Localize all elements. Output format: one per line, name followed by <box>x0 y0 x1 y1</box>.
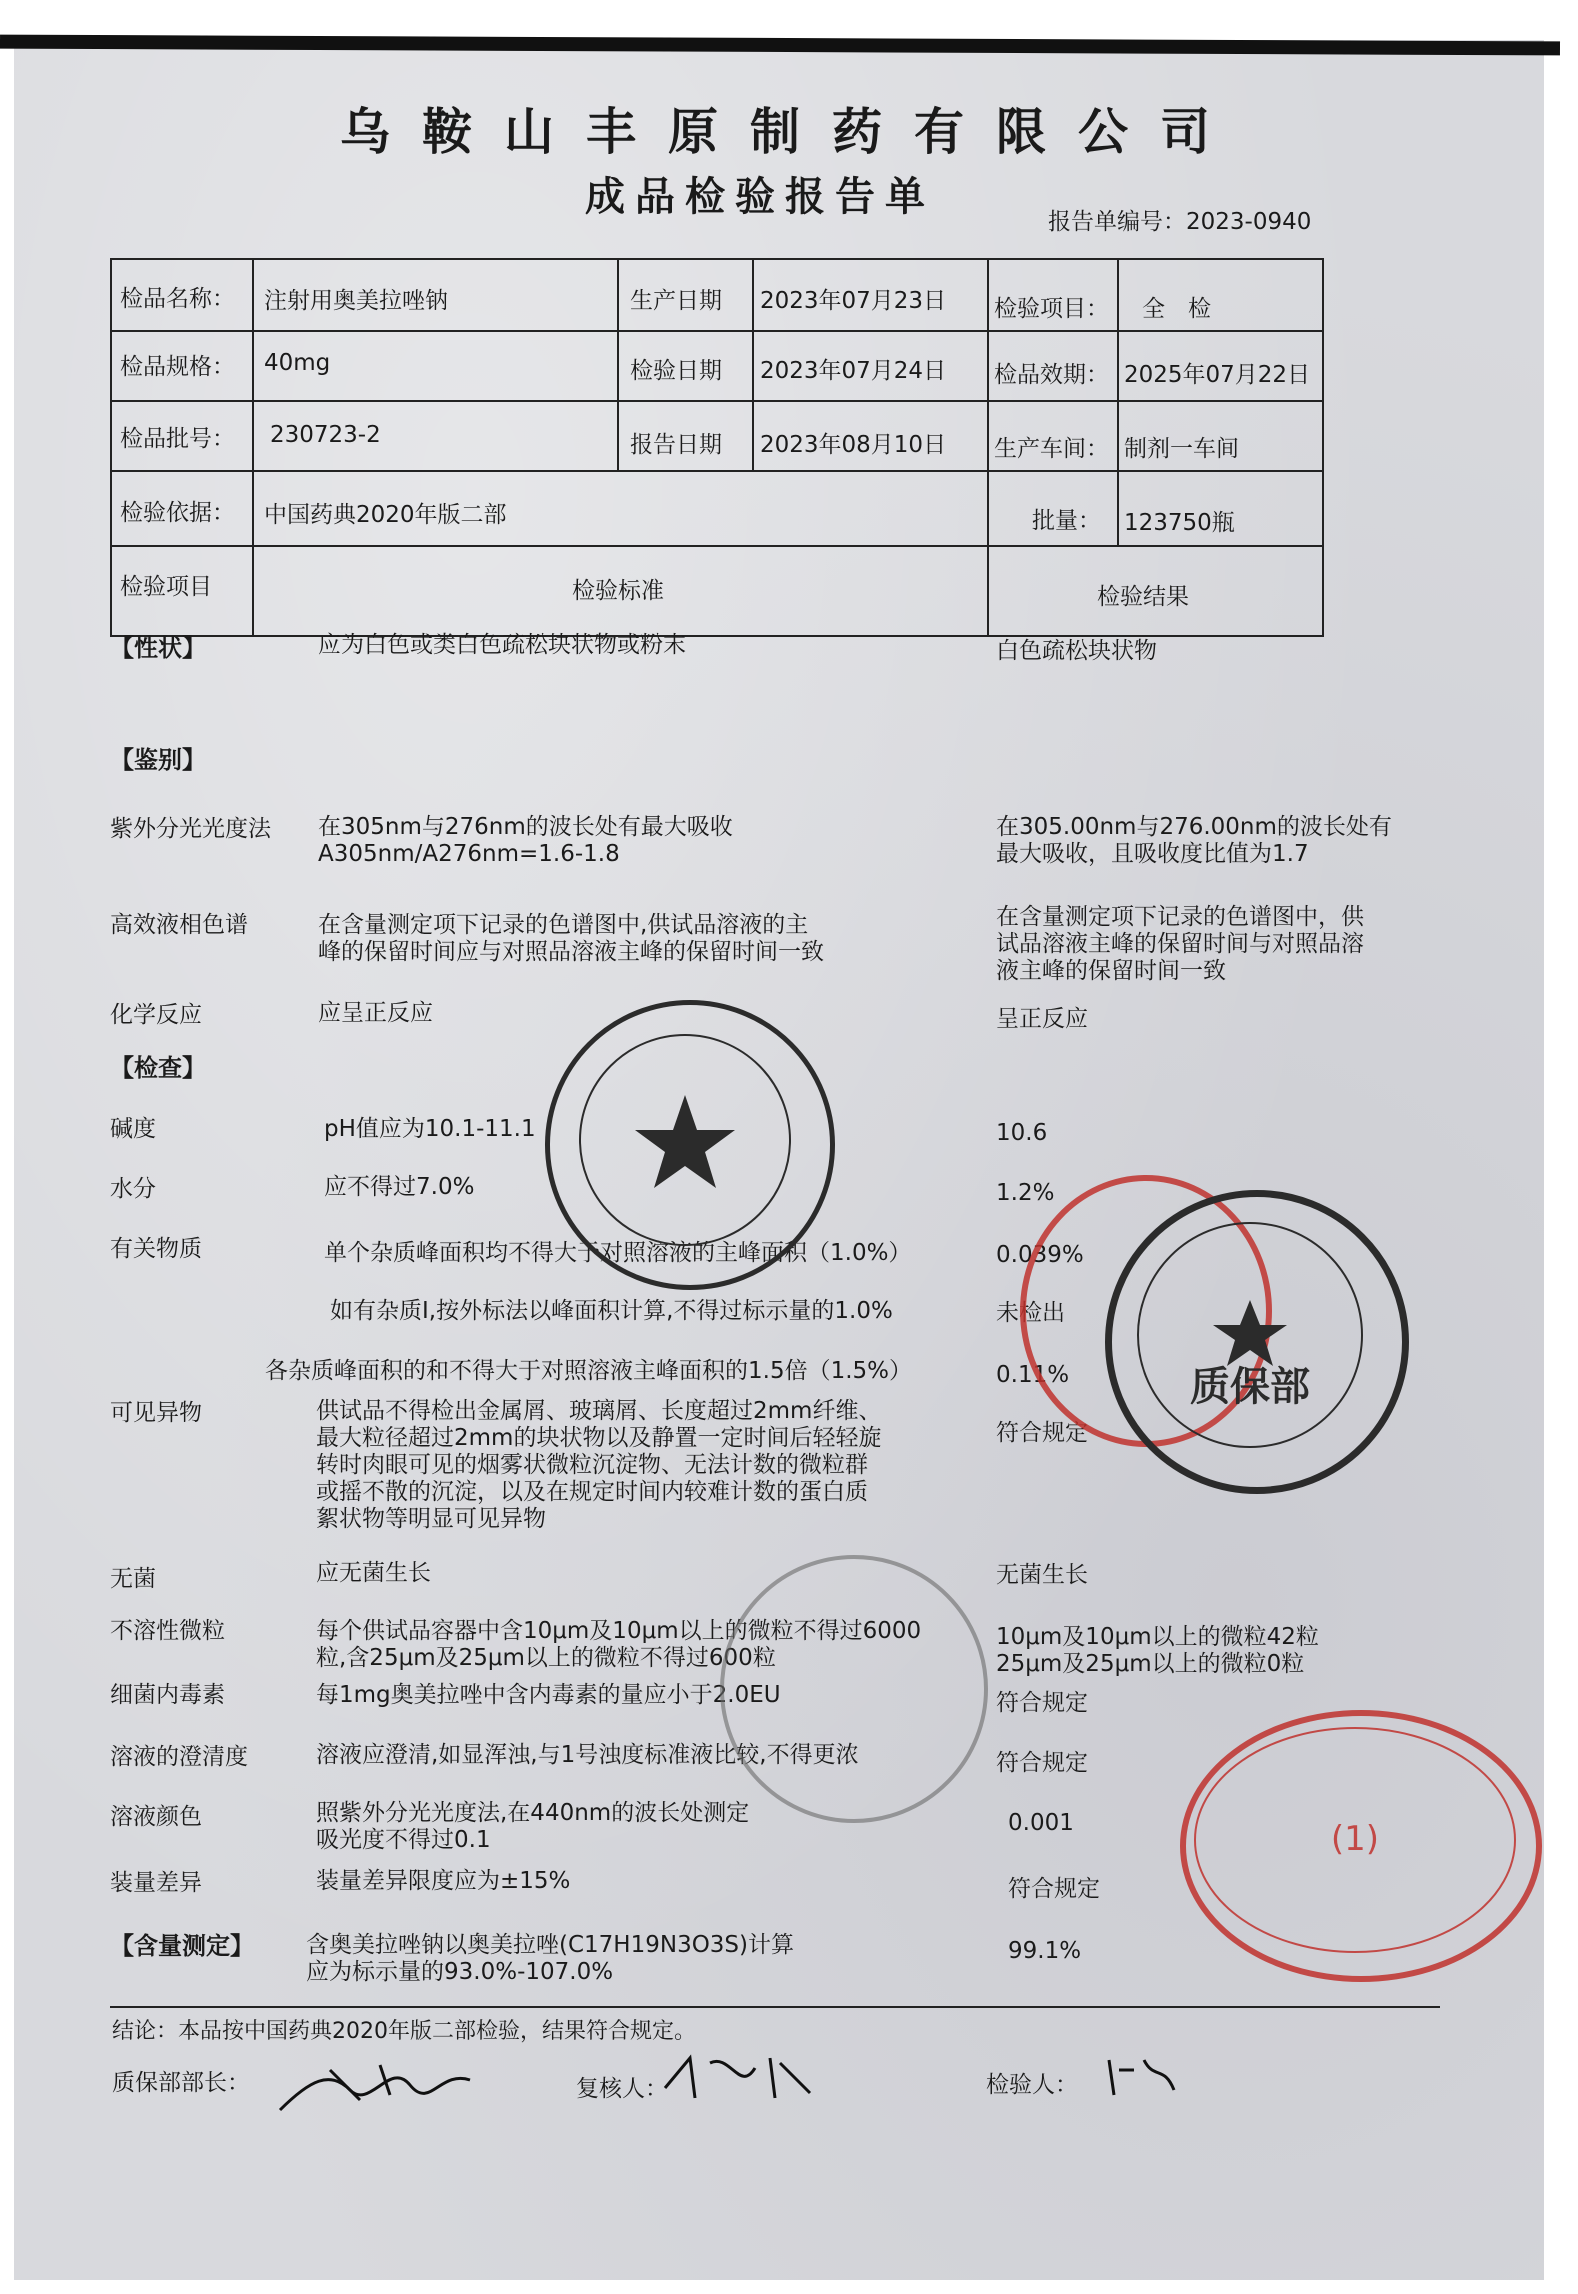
uv-item: 紫外分光光度法 <box>110 816 271 842</box>
section-assay: 【含量测定】 <box>110 1932 254 1960</box>
fill-result: 符合规定 <box>1008 1876 1100 1902</box>
sterility-item: 无菌 <box>110 1566 156 1592</box>
color-result: 0.001 <box>1008 1810 1074 1836</box>
test-date-label: 检验日期 <box>630 358 722 384</box>
clarity-item: 溶液的澄清度 <box>110 1744 248 1770</box>
assay-result: 99.1% <box>1008 1938 1082 1964</box>
alkalinity-result: 10.6 <box>996 1120 1048 1146</box>
particles-result: 10μm及10μm以上的微粒42粒 25μm及25μm以上的微粒0粒 <box>996 1624 1319 1677</box>
alkalinity-item: 碱度 <box>110 1116 156 1142</box>
basis-label: 检验依据： <box>120 500 235 526</box>
related3-standard: 各杂质峰面积的和不得大于对照溶液主峰面积的1.5倍（1.5%） <box>265 1358 913 1384</box>
col-result-header: 检验结果 <box>1097 584 1189 610</box>
chem-result: 呈正反应 <box>996 1006 1088 1032</box>
fill-standard: 装量差异限度应为±15% <box>316 1868 571 1894</box>
hplc-result: 在含量测定项下记录的色谱图中，供 试品溶液主峰的保留时间与对照品溶 液主峰的保留时间一致 <box>996 904 1364 984</box>
svg-text:(1): (1) <box>1330 1819 1380 1859</box>
endotoxin-standard: 每1mg奥美拉唑中含内毒素的量应小于2.0EU <box>316 1682 781 1708</box>
related-item: 有关物质 <box>110 1236 202 1262</box>
visible-result: 符合规定 <box>996 1420 1088 1446</box>
company-name: 乌鞍山丰原制药有限公司 <box>340 103 1242 161</box>
sterility-result: 无菌生长 <box>996 1562 1088 1588</box>
uv-result: 在305.00nm与276.00nm的波长处有 最大吸收，且吸收度比值为1.7 <box>996 814 1392 867</box>
hplc-standard: 在含量测定项下记录的色谱图中,供试品溶液的主 峰的保留时间应与对照品溶液主峰的保留时间一致 <box>318 912 824 965</box>
sterility-standard: 应无菌生长 <box>316 1560 431 1586</box>
water-item: 水分 <box>110 1176 156 1202</box>
workshop: 制剂一车间 <box>1124 436 1239 462</box>
svg-text:质保部: 质保部 <box>1190 1364 1310 1410</box>
water-result: 1.2% <box>996 1180 1055 1206</box>
visible-item: 可见异物 <box>110 1400 202 1426</box>
name-label: 检品名称： <box>120 286 235 312</box>
header-table <box>110 258 1324 637</box>
chem-standard: 应呈正反应 <box>318 1000 433 1026</box>
endotoxin-item: 细菌内毒素 <box>110 1682 225 1708</box>
stamp-shangyao-yancheng <box>1180 1710 1542 1982</box>
reviewer-signature <box>660 2048 820 2108</box>
reviewer-label: 复核人： <box>576 2076 668 2102</box>
expiry: 2025年07月22日 <box>1124 362 1311 388</box>
section-identification: 【鉴别】 <box>110 746 206 774</box>
section-inspection: 【检查】 <box>110 1054 206 1082</box>
inspector-signature <box>1104 2050 1184 2105</box>
stamp-fengyuan-qa <box>1105 1190 1409 1494</box>
fill-item: 装量差异 <box>110 1870 202 1896</box>
document-title: 成品检验报告单 <box>585 174 935 220</box>
chem-item: 化学反应 <box>110 1002 202 1028</box>
related-result: 0.039% <box>996 1242 1084 1268</box>
quantity-label: 批量： <box>1032 508 1101 534</box>
quantity: 123750瓶 <box>1124 510 1235 536</box>
stamp-fengyuan-qa-faint <box>720 1555 988 1823</box>
appearance-result: 白色疏松块状物 <box>996 638 1157 664</box>
qa-signature <box>270 2040 480 2120</box>
inspector-label: 检验人： <box>986 2072 1078 2098</box>
visible-standard: 供试品不得检出金属屑、玻璃屑、长度超过2mm纤维、 最大粒径超过2mm的块状物以及静置一定时间后轻轻旋 转时肉眼可见的烟雾状微粒沉淀物、无法计数的微粒群 或摇不散的沉淀，以及在规定时间内较难计数的蛋白质 絮状物等明显可见异物 <box>316 1398 882 1532</box>
color-standard: 照紫外分光光度法,在440nm的波长处测定 吸光度不得过0.1 <box>316 1800 750 1853</box>
appearance-standard: 应为白色或类白色疏松块状物或粉末 <box>318 632 686 658</box>
alkalinity-standard: pH值应为10.1-11.1 <box>324 1116 536 1142</box>
basis: 中国药典2020年版二部 <box>264 502 507 528</box>
col-item-header: 检验项目 <box>120 574 212 600</box>
uv-standard: 在305nm与276nm的波长处有最大吸收 A305nm/A276nm=1.6-1.8 <box>318 814 733 867</box>
section-appearance: 【性状】 <box>110 634 206 662</box>
col-standard-header: 检验标准 <box>572 578 664 604</box>
hplc-item: 高效液相色谱 <box>110 912 248 938</box>
spec-label: 检品规格： <box>120 354 235 380</box>
endotoxin-result: 符合规定 <box>996 1690 1088 1716</box>
conclusion: 结论：本品按中国药典2020年版二部检验，结果符合规定。 <box>112 2019 696 2044</box>
color-item: 溶液颜色 <box>110 1804 202 1830</box>
related2-result: 未检出 <box>996 1300 1065 1326</box>
particles-item: 不溶性微粒 <box>110 1618 225 1644</box>
prod-date-label: 生产日期 <box>630 288 722 314</box>
product-name: 注射用奥美拉唑钠 <box>264 288 448 314</box>
related-standard: 单个杂质峰面积均不得大于对照溶液的主峰面积（1.0%） <box>324 1240 912 1266</box>
qa-head-label: 质保部部长： <box>112 2070 250 2096</box>
clarity-result: 符合规定 <box>996 1750 1088 1776</box>
related3-result: 0.11% <box>996 1362 1070 1388</box>
water-standard: 应不得过7.0% <box>324 1174 475 1200</box>
batch: 230723-2 <box>270 422 381 448</box>
stamp-xingtai-qm <box>545 1000 835 1290</box>
prod-date: 2023年07月23日 <box>760 288 947 314</box>
test-item: 全 检 <box>1142 296 1211 322</box>
report-number: 报告单编号：2023-0940 <box>1048 209 1312 235</box>
related2-standard: 如有杂质I,按外标法以峰面积计算,不得过标示量的1.0% <box>330 1298 893 1324</box>
conclusion-divider <box>110 2006 1440 2008</box>
batch-label: 检品批号： <box>120 426 235 452</box>
test-item-label: 检验项目： <box>994 296 1109 322</box>
particles-standard: 每个供试品容器中含10μm及10μm以上的微粒不得过6000 粒,含25μm及25μm以上的微粒不得过600粒 <box>316 1618 922 1671</box>
spec: 40mg <box>264 350 331 376</box>
test-date: 2023年07月24日 <box>760 358 947 384</box>
expiry-label: 检品效期： <box>994 362 1109 388</box>
assay-standard: 含奥美拉唑钠以奥美拉唑(C17H19N3O3S)计算 应为标示量的93.0%-107.0% <box>306 1932 795 1985</box>
workshop-label: 生产车间： <box>994 436 1109 462</box>
report-date: 2023年08月10日 <box>760 432 947 458</box>
report-date-label: 报告日期 <box>630 432 722 458</box>
clarity-standard: 溶液应澄清,如显浑浊,与1号浊度标准液比较,不得更浓 <box>316 1742 859 1768</box>
